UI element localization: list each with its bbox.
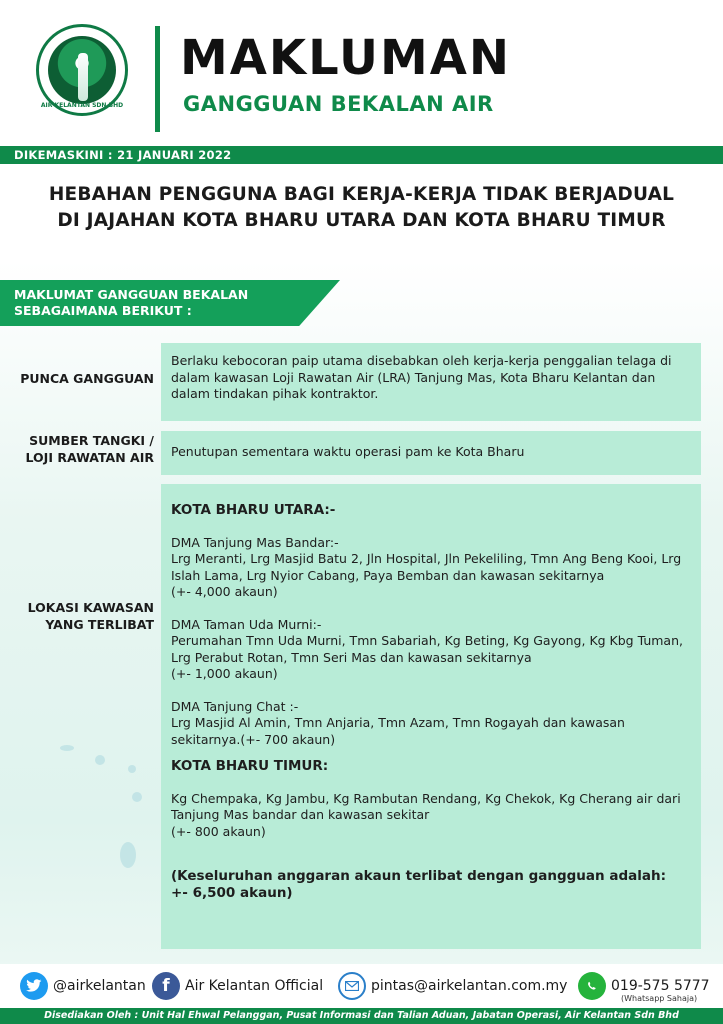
page-title: MAKLUMAN xyxy=(180,30,512,86)
dma1-areas: Lrg Meranti, Lrg Masjid Batu 2, Jln Hospital, Jln Pekeliling, Tmn Ang Beng Kooi, Lrg Islah Lama, Lrg Nyior Cabang, Paya Bemban dan kawasan sekitarnya xyxy=(171,551,682,583)
punca-label: PUNCA GANGGUAN xyxy=(20,371,154,386)
sumber-label-line-1: SUMBER TANGKI / xyxy=(29,433,154,448)
lokasi-label-line-2: YANG TERLIBAT xyxy=(45,617,154,632)
timur-heading: KOTA BHARU TIMUR: xyxy=(171,758,329,774)
dma3-areas: Lrg Masjid Al Amin, Tmn Anjaria, Tmn Azam, Tmn Rogayah dan kawasan sekitarnya.(+- 700 akaun) xyxy=(171,715,625,747)
water-drop-decoration xyxy=(95,755,105,765)
lokasi-label-line-1: LOKASI KAWASAN xyxy=(27,600,154,615)
twitter-contact[interactable] xyxy=(20,972,146,1000)
header xyxy=(0,0,723,148)
total-line-2: +- 6,500 akaun) xyxy=(171,884,293,901)
water-drop-decoration xyxy=(128,765,136,773)
utara-heading: KOTA BHARU UTARA:- xyxy=(171,502,336,518)
updated-date: DIKEMASKINI : 21 JANUARI 2022 xyxy=(14,148,232,162)
email-address: pintas@airkelantan.com.my xyxy=(371,978,568,994)
credit-bar xyxy=(0,1008,723,1024)
dma1-title: DMA Tanjung Mas Bandar:- xyxy=(171,534,339,550)
logo-text: AIR KELANTAN SDN BHD xyxy=(40,102,124,109)
water-drop-decoration xyxy=(132,792,142,802)
headline-line-1: HEBAHAN PENGGUNA BAGI KERJA-KERJA TIDAK BERJADUAL xyxy=(48,184,675,205)
updated-bar xyxy=(0,146,723,164)
dma3-title: DMA Tanjung Chat :- xyxy=(171,698,299,714)
whatsapp-number: 019-575 5777 xyxy=(611,978,710,994)
section-tab-line-1: MAKLUMAT GANGGUAN BEKALAN xyxy=(14,287,249,302)
dma1-count: (+- 4,000 akaun) xyxy=(171,584,278,599)
sumber-label xyxy=(0,432,154,466)
dma2-title: DMA Taman Uda Murni:- xyxy=(171,616,322,632)
announcement-headline xyxy=(0,182,723,234)
whatsapp-icon xyxy=(578,972,606,1000)
header-divider xyxy=(155,26,160,132)
twitter-icon xyxy=(20,972,48,1000)
facebook-page: Air Kelantan Official xyxy=(185,978,324,994)
email-contact[interactable] xyxy=(338,972,567,1000)
lokasi-label xyxy=(0,599,154,633)
facebook-contact[interactable] xyxy=(152,972,323,1000)
credit-text: Disediakan Oleh : Unit Hal Ehwal Pelanggan, Pusat Informasi dan Talian Aduan, Jabatan Operasi, Air Kelantan Sdn Bhd xyxy=(44,1010,679,1021)
sumber-text: Penutupan sementara waktu operasi pam ke Kota Bharu xyxy=(171,444,525,459)
dma2-areas: Perumahan Tmn Uda Murni, Tmn Sabariah, Kg Beting, Kg Gayong, Kg Kbg Tuman, Lrg Perabut Rotan, Tmn Seri Mas dan kawasan sekitarnya xyxy=(171,633,683,665)
air-kelantan-logo xyxy=(36,24,128,116)
water-drop-decoration xyxy=(60,745,74,751)
lokasi-box xyxy=(161,484,701,949)
water-drop-decoration xyxy=(120,842,136,868)
punca-text: Berlaku kebocoran paip utama disebabkan oleh kerja-kerja penggalian telaga di dalam kawasan Loji Rawatan Air (LRA) Tanjung Mas, Kota Bharu Kelantan dan dalam tindakan pihak kontraktor. xyxy=(171,353,672,401)
waterfall-icon xyxy=(78,53,88,101)
facebook-icon: f xyxy=(152,972,180,1000)
section-tab-label xyxy=(14,287,314,319)
mail-icon xyxy=(338,972,366,1000)
dma2-count: (+- 1,000 akaun) xyxy=(171,666,278,681)
timur-areas: Kg Chempaka, Kg Jambu, Kg Rambutan Rendang, Kg Chekok, Kg Cherang air dari Tanjung Mas bandar dan kawasan sekitar xyxy=(171,790,681,822)
sumber-box xyxy=(161,431,701,475)
page-subtitle: GANGGUAN BEKALAN AIR xyxy=(183,92,494,116)
headline-line-2: DI JAJAHAN KOTA BHARU UTARA DAN KOTA BHARU TIMUR xyxy=(57,210,666,231)
sumber-label-line-2: LOJI RAWATAN AIR xyxy=(25,450,154,465)
footer-contacts xyxy=(0,964,723,1008)
twitter-handle: @airkelantan xyxy=(53,978,146,994)
punca-box xyxy=(161,343,701,421)
total-line-1: (Keseluruhan anggaran akaun terlibat dengan gangguan adalah: xyxy=(171,868,666,884)
timur-count: (+- 800 akaun) xyxy=(171,823,266,839)
whatsapp-note: (Whatsapp Sahaja) xyxy=(621,994,698,1003)
section-tab-line-2: SEBAGAIMANA BERIKUT : xyxy=(14,303,192,318)
